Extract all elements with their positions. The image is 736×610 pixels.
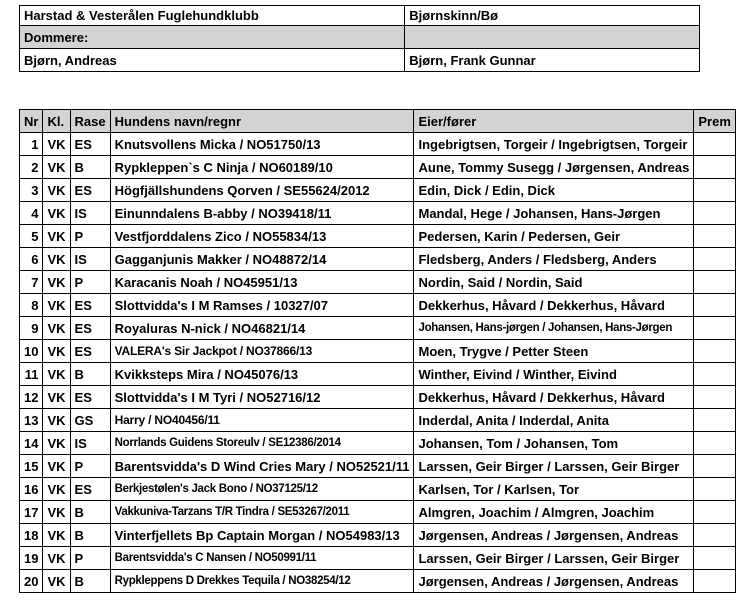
row-breed: ES: [70, 179, 110, 202]
row-dog-name: Knutsvollens Micka / NO51750/13: [110, 133, 414, 156]
table-row: [20, 524, 736, 547]
row-breed: B: [70, 363, 110, 386]
row-class: VK: [43, 570, 70, 593]
row-breed: IS: [70, 432, 110, 455]
row-breed: P: [70, 455, 110, 478]
table-row: [20, 386, 736, 409]
row-owner-handler: Johansen, Tom / Johansen, Tom: [414, 432, 694, 455]
row-number: 16: [20, 478, 43, 501]
row-number: 6: [20, 248, 43, 271]
judges-label-blank: [405, 26, 700, 49]
judge-2: Bjørn, Frank Gunnar: [405, 49, 700, 72]
row-prize: [694, 271, 736, 294]
row-owner-handler: Larssen, Geir Birger / Larssen, Geir Birger: [414, 547, 694, 570]
row-class: VK: [43, 202, 70, 225]
row-number: 17: [20, 501, 43, 524]
row-class: VK: [43, 363, 70, 386]
row-prize: [694, 202, 736, 225]
row-breed: GS: [70, 409, 110, 432]
row-breed: P: [70, 547, 110, 570]
row-class: VK: [43, 524, 70, 547]
row-owner-handler: Dekkerhus, Håvard / Dekkerhus, Håvard: [414, 386, 694, 409]
header-row-judges-label: [20, 26, 700, 49]
col-header-kl: Kl.: [43, 110, 70, 133]
row-dog-name: Karacanis Noah / NO45951/13: [110, 271, 414, 294]
row-number: 11: [20, 363, 43, 386]
row-number: 10: [20, 340, 43, 363]
row-owner-handler: Pedersen, Karin / Pedersen, Geir: [414, 225, 694, 248]
row-class: VK: [43, 386, 70, 409]
row-number: 8: [20, 294, 43, 317]
table-row: [20, 478, 736, 501]
row-breed: B: [70, 501, 110, 524]
table-row: [20, 294, 736, 317]
row-prize: [694, 501, 736, 524]
row-dog-name: Einunndalens B-abby / NO39418/11: [110, 202, 414, 225]
row-owner-handler: Jørgensen, Andreas / Jørgensen, Andreas: [414, 524, 694, 547]
row-class: VK: [43, 156, 70, 179]
table-row: [20, 363, 736, 386]
table-row: [20, 317, 736, 340]
row-class: VK: [43, 271, 70, 294]
table-row: [20, 271, 736, 294]
row-prize: [694, 432, 736, 455]
table-row: [20, 225, 736, 248]
row-owner-handler: Inderdal, Anita / Inderdal, Anita: [414, 409, 694, 432]
row-prize: [694, 133, 736, 156]
row-prize: [694, 524, 736, 547]
row-prize: [694, 478, 736, 501]
row-dog-name: VALERA's Sir Jackpot / NO37866/13: [110, 340, 414, 363]
row-class: VK: [43, 317, 70, 340]
table-row: [20, 179, 736, 202]
row-prize: [694, 179, 736, 202]
row-number: 20: [20, 570, 43, 593]
judges-label: Dommere:: [20, 26, 405, 49]
col-header-owner: Eier/fører: [414, 110, 694, 133]
row-owner-handler: Winther, Eivind / Winther, Eivind: [414, 363, 694, 386]
judge-1: Bjørn, Andreas: [20, 49, 405, 72]
row-prize: [694, 156, 736, 179]
row-breed: IS: [70, 202, 110, 225]
row-owner-handler: Johansen, Hans-jørgen / Johansen, Hans-Jørgen: [414, 317, 694, 340]
row-dog-name: Royaluras N-nick / NO46821/14: [110, 317, 414, 340]
row-number: 1: [20, 133, 43, 156]
row-prize: [694, 225, 736, 248]
row-class: VK: [43, 432, 70, 455]
row-number: 13: [20, 409, 43, 432]
row-number: 15: [20, 455, 43, 478]
row-owner-handler: Karlsen, Tor / Karlsen, Tor: [414, 478, 694, 501]
col-header-dog: Hundens navn/regnr: [110, 110, 414, 133]
row-breed: ES: [70, 386, 110, 409]
row-breed: ES: [70, 317, 110, 340]
table-row: [20, 547, 736, 570]
row-class: VK: [43, 179, 70, 202]
row-dog-name: Rypkleppens D Drekkes Tequila / NO38254/12: [110, 570, 414, 593]
row-dog-name: Högfjällshundens Qorven / SE55624/2012: [110, 179, 414, 202]
row-class: VK: [43, 501, 70, 524]
row-owner-handler: Moen, Trygve / Petter Steen: [414, 340, 694, 363]
row-breed: B: [70, 156, 110, 179]
row-class: VK: [43, 547, 70, 570]
row-number: 18: [20, 524, 43, 547]
row-number: 12: [20, 386, 43, 409]
table-row: [20, 202, 736, 225]
row-dog-name: Vakkuniva-Tarzans T/R Tindra / SE53267/2011: [110, 501, 414, 524]
table-row: [20, 570, 736, 593]
row-class: VK: [43, 455, 70, 478]
row-dog-name: Harry / NO40456/11: [110, 409, 414, 432]
row-number: 2: [20, 156, 43, 179]
header-row-club: [20, 6, 700, 26]
row-dog-name: Slottvidda's I M Ramses / 10327/07: [110, 294, 414, 317]
row-owner-handler: Nordin, Said / Nordin, Said: [414, 271, 694, 294]
row-dog-name: Barentsvidda's C Nansen / NO50991/11: [110, 547, 414, 570]
col-header-rase: Rase: [70, 110, 110, 133]
row-prize: [694, 340, 736, 363]
row-breed: IS: [70, 248, 110, 271]
row-owner-handler: Aune, Tommy Susegg / Jørgensen, Andreas: [414, 156, 694, 179]
row-class: VK: [43, 340, 70, 363]
row-breed: ES: [70, 294, 110, 317]
row-dog-name: Vinterfjellets Bp Captain Morgan / NO54983/13: [110, 524, 414, 547]
row-number: 19: [20, 547, 43, 570]
row-breed: P: [70, 271, 110, 294]
row-prize: [694, 363, 736, 386]
row-owner-handler: Almgren, Joachim / Almgren, Joachim: [414, 501, 694, 524]
row-breed: B: [70, 524, 110, 547]
row-number: 4: [20, 202, 43, 225]
row-class: VK: [43, 133, 70, 156]
row-prize: [694, 248, 736, 271]
row-number: 7: [20, 271, 43, 294]
row-dog-name: Slottvidda's I M Tyri / NO52716/12: [110, 386, 414, 409]
club-name: Harstad & Vesterålen Fuglehundklubb: [20, 6, 405, 26]
row-prize: [694, 294, 736, 317]
row-dog-name: Norrlands Guidens Storeulv / SE12386/2014: [110, 432, 414, 455]
header-table: [19, 5, 700, 72]
row-owner-handler: Larssen, Geir Birger / Larssen, Geir Birger: [414, 455, 694, 478]
entries-table: [19, 109, 736, 593]
row-dog-name: Barentsvidda's D Wind Cries Mary / NO52521/11: [110, 455, 414, 478]
row-class: VK: [43, 409, 70, 432]
table-row: [20, 455, 736, 478]
table-row: [20, 248, 736, 271]
row-dog-name: Gagganjunis Makker / NO48872/14: [110, 248, 414, 271]
row-owner-handler: Edin, Dick / Edin, Dick: [414, 179, 694, 202]
row-dog-name: Rypkleppen`s C Ninja / NO60189/10: [110, 156, 414, 179]
row-prize: [694, 317, 736, 340]
trial-location: Bjørnskinn/Bø: [405, 6, 700, 26]
row-owner-handler: Mandal, Hege / Johansen, Hans-Jørgen: [414, 202, 694, 225]
row-breed: ES: [70, 478, 110, 501]
table-row: [20, 409, 736, 432]
row-prize: [694, 570, 736, 593]
row-number: 9: [20, 317, 43, 340]
col-header-nr: Nr: [20, 110, 43, 133]
table-row: [20, 133, 736, 156]
row-prize: [694, 547, 736, 570]
row-breed: ES: [70, 133, 110, 156]
col-header-prem: Prem: [694, 110, 736, 133]
row-breed: P: [70, 225, 110, 248]
row-owner-handler: Fledsberg, Anders / Fledsberg, Anders: [414, 248, 694, 271]
table-row: [20, 432, 736, 455]
row-prize: [694, 455, 736, 478]
row-number: 14: [20, 432, 43, 455]
row-dog-name: Vestfjorddalens Zico / NO55834/13: [110, 225, 414, 248]
header-row-judges: [20, 49, 700, 72]
table-header-row: [20, 110, 736, 133]
row-owner-handler: Jørgensen, Andreas / Jørgensen, Andreas: [414, 570, 694, 593]
row-number: 5: [20, 225, 43, 248]
table-row: [20, 156, 736, 179]
row-class: VK: [43, 478, 70, 501]
row-owner-handler: Dekkerhus, Håvard / Dekkerhus, Håvard: [414, 294, 694, 317]
table-row: [20, 501, 736, 524]
row-number: 3: [20, 179, 43, 202]
row-prize: [694, 409, 736, 432]
row-breed: ES: [70, 340, 110, 363]
table-body: [20, 133, 736, 593]
row-class: VK: [43, 294, 70, 317]
row-dog-name: Kvikksteps Mira / NO45076/13: [110, 363, 414, 386]
row-class: VK: [43, 248, 70, 271]
row-breed: B: [70, 570, 110, 593]
row-prize: [694, 386, 736, 409]
table-row: [20, 340, 736, 363]
row-class: VK: [43, 225, 70, 248]
row-dog-name: Berkjestølen's Jack Bono / NO37125/12: [110, 478, 414, 501]
row-owner-handler: Ingebrigtsen, Torgeir / Ingebrigtsen, Torgeir: [414, 133, 694, 156]
